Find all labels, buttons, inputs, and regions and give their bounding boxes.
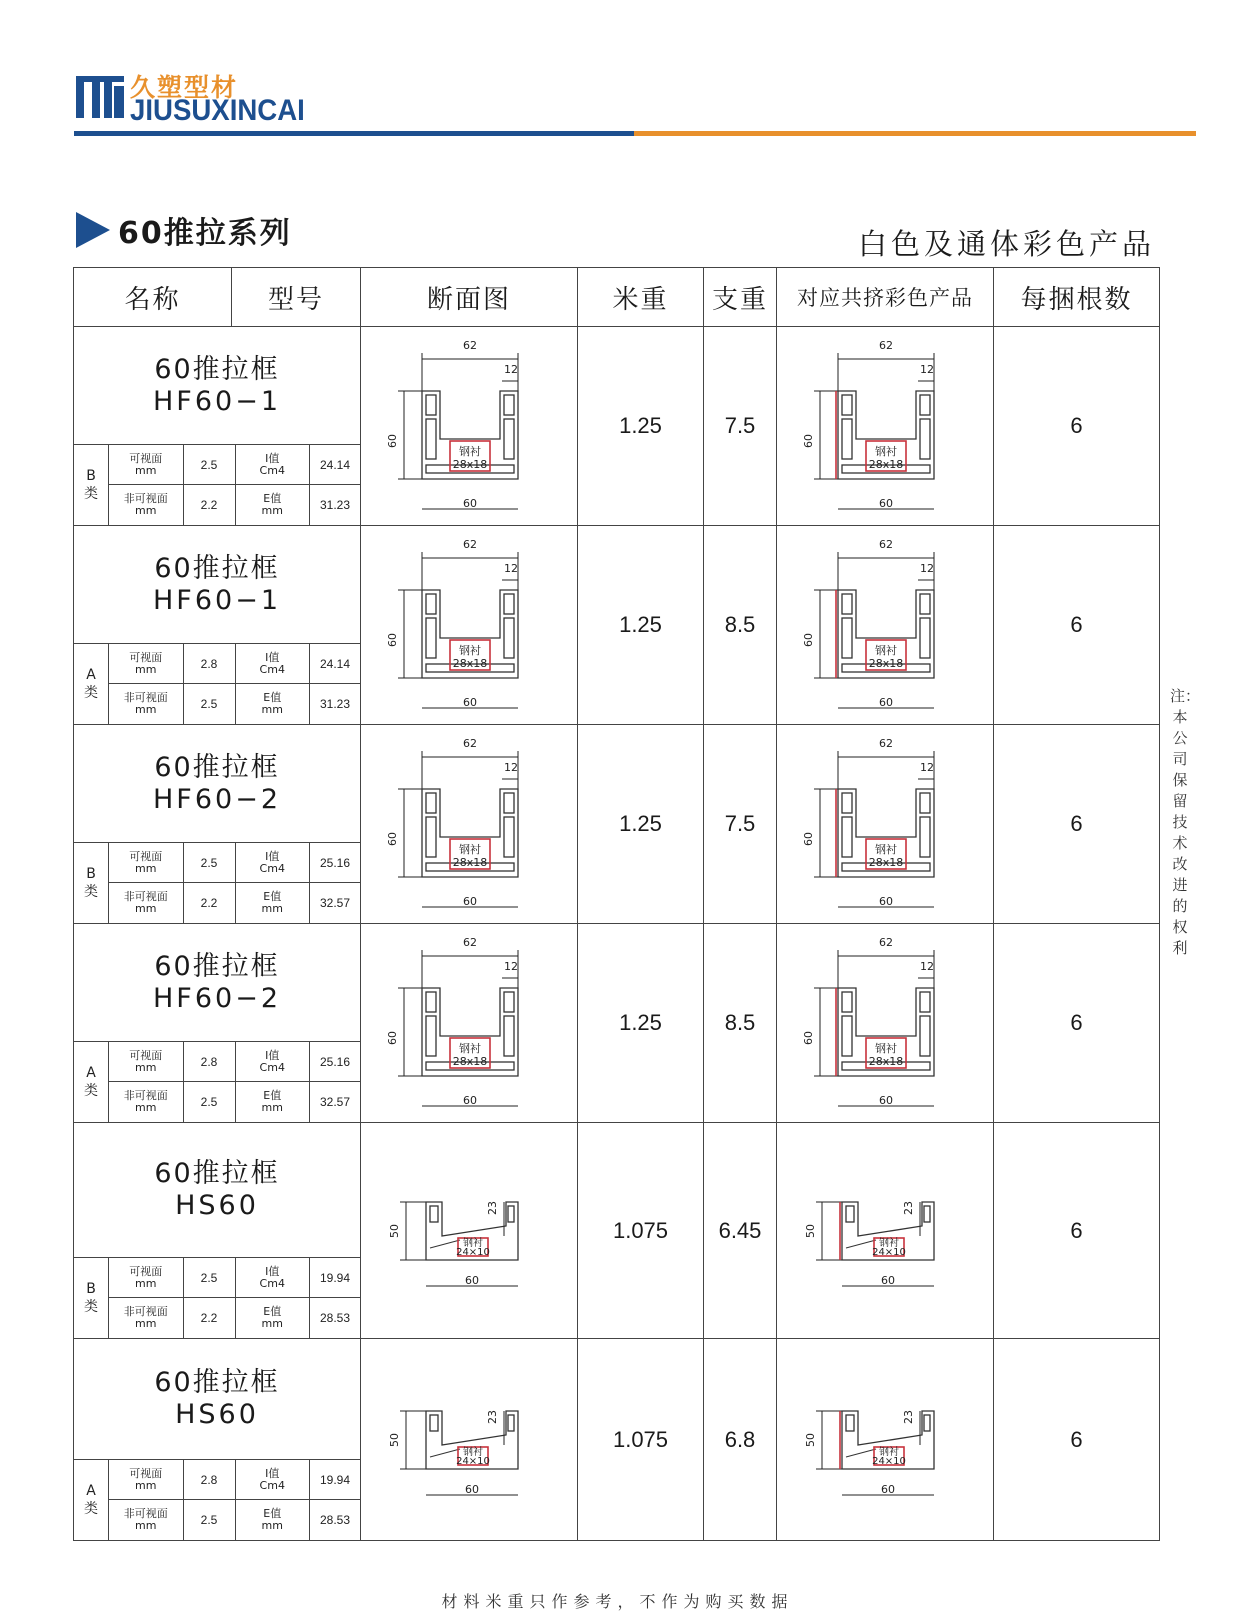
- e-value: 32.57: [319, 896, 351, 910]
- side-note: 注：本公司保留技术改进的权利: [1170, 687, 1201, 957]
- product-model: HF60−1: [153, 385, 281, 417]
- coextruded-profile-drawing: [800, 928, 970, 1118]
- section-drawing-cell: [361, 526, 578, 725]
- nonvisible-face-label: 非可视面 mm: [109, 1298, 184, 1338]
- coextruded-drawing-cell: [777, 1123, 994, 1339]
- class-badge: [74, 1258, 109, 1338]
- visible-face-value: 2.5: [184, 843, 236, 883]
- visible-face-label: 可视面 mm: [109, 1460, 184, 1500]
- i-value-label: I值 Cm4: [236, 445, 311, 485]
- dim-height: 50: [388, 1432, 401, 1447]
- e-value: 32.57: [319, 1095, 351, 1109]
- nonvisible-face-value: 2.2: [184, 485, 236, 525]
- profile-section-drawing: [384, 331, 554, 521]
- bundle-count: 6: [994, 526, 1160, 725]
- nonvisible-face-label: 非可视面 mm: [109, 1500, 184, 1540]
- steel-size: 28x18: [452, 657, 488, 670]
- col-header-name: 名称: [74, 268, 232, 327]
- dim-bottom-width: 60: [881, 1273, 895, 1287]
- class-badge: [74, 1460, 109, 1540]
- profile-section-drawing: [384, 928, 554, 1118]
- table-row: [74, 924, 1160, 1123]
- steel-label: 钢衬: [459, 843, 481, 856]
- dim-bottom-width: 60: [879, 1094, 893, 1107]
- class-badge: [74, 445, 109, 525]
- i-value-label: I值 Cm4: [236, 1042, 311, 1082]
- spec-block: [74, 1042, 360, 1122]
- dim-height: 60: [386, 434, 399, 448]
- meter-weight: 1.075: [578, 1339, 704, 1541]
- i-value: 19.94: [310, 1258, 360, 1298]
- col-header-piece-weight: 支重: [704, 268, 777, 327]
- dim-height: 60: [802, 832, 815, 846]
- class-badge: [74, 843, 109, 923]
- product-model: HS60: [175, 1399, 259, 1430]
- steel-label: 钢衬: [879, 1446, 899, 1458]
- dim-bottom-width: 60: [465, 1273, 479, 1287]
- table-row: [74, 526, 1160, 725]
- steel-label: 钢衬: [459, 445, 481, 458]
- steel-label: 钢衬: [459, 1042, 481, 1055]
- spec-block: [74, 445, 360, 525]
- product-model: HS60: [175, 1190, 259, 1221]
- i-value: 25.16: [310, 1042, 360, 1082]
- spec-grid: [109, 644, 360, 724]
- visible-face-value: 2.5: [184, 1258, 236, 1298]
- e-value: 28.53: [319, 1311, 351, 1325]
- col-header-model: 型号: [232, 268, 361, 327]
- steel-size: 24×10: [872, 1246, 906, 1258]
- class-letter: A: [86, 1065, 96, 1081]
- coextruded-drawing-cell: [777, 526, 994, 725]
- class-badge: [74, 644, 109, 724]
- col-header-bundle-count: 每捆根数: [994, 268, 1160, 327]
- dim-side: 12: [920, 562, 934, 575]
- product-name: 60推拉框: [154, 353, 280, 385]
- steel-size: 28x18: [868, 458, 904, 471]
- name-model-cell: [74, 1123, 361, 1339]
- nonvisible-face-label: 非可视面 mm: [109, 485, 184, 525]
- nonvisible-face-value: 2.2: [184, 1298, 236, 1338]
- class-word: 类: [84, 685, 98, 701]
- i-value-label: I值 Cm4: [236, 843, 311, 883]
- e-value: 31.23: [319, 498, 351, 512]
- product-model: HF60−1: [153, 584, 281, 616]
- section-title: 60推拉系列: [118, 216, 292, 251]
- spec-grid: [109, 1258, 360, 1338]
- bundle-count: 6: [994, 725, 1160, 924]
- visible-face-label: 可视面 mm: [109, 1042, 184, 1082]
- dim-height: 60: [386, 633, 399, 647]
- header-rule-orange: [634, 131, 1196, 136]
- visible-face-value: 2.8: [184, 644, 236, 684]
- i-value: 25.16: [310, 843, 360, 883]
- name-model-cell: [74, 924, 361, 1123]
- dim-height: 50: [804, 1432, 817, 1447]
- class-word: 类: [84, 486, 98, 502]
- coextruded-drawing-cell: [777, 924, 994, 1123]
- table-row: [74, 327, 1160, 526]
- i-value: 24.14: [310, 644, 360, 684]
- profile-section-drawing: [384, 729, 554, 919]
- spec-block: [74, 1460, 360, 1540]
- dim-bottom-width: 60: [879, 895, 893, 908]
- product-name: 60推拉框: [154, 552, 280, 584]
- e-value-label: E值 mm: [236, 684, 311, 724]
- dim-side: 12: [504, 761, 518, 774]
- steel-size: 28x18: [868, 1055, 904, 1068]
- dim-height: 60: [802, 1031, 815, 1045]
- col-header-section-drawing: 断面图: [361, 268, 578, 327]
- product-name: 60推拉框: [154, 751, 280, 783]
- dim-side: 23: [902, 1409, 915, 1424]
- nonvisible-face-value: 2.2: [184, 883, 236, 923]
- class-badge: [74, 1042, 109, 1122]
- steel-label: 钢衬: [459, 644, 481, 657]
- section-drawing-cell: [361, 327, 578, 526]
- dim-side: 23: [486, 1200, 499, 1215]
- visible-face-value: 2.5: [184, 445, 236, 485]
- steel-size: 28x18: [868, 856, 904, 869]
- steel-label: 钢衬: [875, 843, 897, 856]
- product-model: HF60−2: [153, 982, 281, 1014]
- dim-top-width: 62: [879, 936, 893, 949]
- spec-block: [74, 644, 360, 724]
- i-value-label: I值 Cm4: [236, 1258, 311, 1298]
- dim-height: 60: [386, 832, 399, 846]
- coextruded-drawing-cell: [777, 725, 994, 924]
- dim-side: 12: [920, 761, 934, 774]
- steel-label: 钢衬: [463, 1446, 483, 1458]
- nonvisible-face-value: 2.5: [184, 1500, 236, 1540]
- brand-name-en: JIUSUXINCAI: [130, 94, 305, 127]
- coextruded-profile-drawing: [800, 1136, 970, 1326]
- name-model-cell: [74, 526, 361, 725]
- dim-bottom-width: 60: [463, 1094, 477, 1107]
- steel-label: 钢衬: [463, 1237, 483, 1249]
- class-word: 类: [84, 884, 98, 900]
- class-letter: A: [86, 667, 96, 683]
- bundle-count: 6: [994, 1339, 1160, 1541]
- i-value-label: I值 Cm4: [236, 1460, 311, 1500]
- steel-label: 钢衬: [875, 1042, 897, 1055]
- e-value-label: E值 mm: [236, 1298, 311, 1338]
- class-letter: B: [86, 468, 96, 484]
- coextruded-profile-drawing: [800, 1345, 970, 1535]
- class-word: 类: [84, 1501, 98, 1517]
- spec-block: [74, 843, 360, 923]
- piece-weight: 8.5: [704, 924, 777, 1123]
- visible-face-value: 2.8: [184, 1460, 236, 1500]
- brand-mark-icon: [74, 70, 126, 122]
- nonvisible-face-label: 非可视面 mm: [109, 1082, 184, 1122]
- dim-top-width: 62: [463, 737, 477, 750]
- dim-top-width: 62: [463, 538, 477, 551]
- name-model-cell: [74, 1339, 361, 1541]
- steel-label: 钢衬: [879, 1237, 899, 1249]
- steel-size: 24×10: [872, 1455, 906, 1467]
- coextruded-profile-drawing: [800, 331, 970, 521]
- col-header-meter-weight: 米重: [578, 268, 704, 327]
- meter-weight: 1.25: [578, 526, 704, 725]
- e-value: 28.53: [319, 1513, 351, 1527]
- table-row: [74, 1339, 1160, 1541]
- nonvisible-face-value: 2.5: [184, 1082, 236, 1122]
- steel-label: 钢衬: [875, 644, 897, 657]
- e-value-label: E值 mm: [236, 1082, 311, 1122]
- dim-bottom-width: 60: [463, 497, 477, 510]
- bundle-count: 6: [994, 327, 1160, 526]
- steel-size: 24×10: [456, 1246, 490, 1258]
- e-value-label: E值 mm: [236, 883, 311, 923]
- coextruded-profile-drawing: [800, 530, 970, 720]
- visible-face-label: 可视面 mm: [109, 445, 184, 485]
- visible-face-label: 可视面 mm: [109, 1258, 184, 1298]
- i-value: 19.94: [310, 1460, 360, 1500]
- piece-weight: 7.5: [704, 327, 777, 526]
- piece-weight: 8.5: [704, 526, 777, 725]
- profile-section-drawing: [384, 530, 554, 720]
- steel-size: 28x18: [452, 1055, 488, 1068]
- dim-top-width: 62: [463, 339, 477, 352]
- piece-weight: 6.8: [704, 1339, 777, 1541]
- profile-section-drawing: [384, 1345, 554, 1535]
- dim-bottom-width: 60: [463, 696, 477, 709]
- coextruded-drawing-cell: [777, 1339, 994, 1541]
- dim-height: 50: [804, 1223, 817, 1238]
- e-value-label: E值 mm: [236, 485, 311, 525]
- dim-bottom-width: 60: [463, 895, 477, 908]
- spec-grid: [109, 843, 360, 923]
- section-drawing-cell: [361, 1339, 578, 1541]
- dim-height: 60: [802, 434, 815, 448]
- spec-grid: [109, 445, 360, 525]
- section-subtitle: 白色及通体彩色产品: [857, 227, 1155, 261]
- steel-size: 24×10: [456, 1455, 490, 1467]
- triangle-arrow-icon: [76, 212, 110, 248]
- e-value-label: E值 mm: [236, 1500, 311, 1540]
- i-value-label: I值 Cm4: [236, 644, 311, 684]
- section-drawing-cell: [361, 725, 578, 924]
- dim-bottom-width: 60: [879, 696, 893, 709]
- class-word: 类: [84, 1299, 98, 1315]
- dim-side: 23: [902, 1200, 915, 1215]
- section-heading: [76, 212, 292, 251]
- piece-weight: 6.45: [704, 1123, 777, 1339]
- nonvisible-face-label: 非可视面 mm: [109, 883, 184, 923]
- section-drawing-cell: [361, 1123, 578, 1339]
- steel-size: 28x18: [452, 856, 488, 869]
- meter-weight: 1.25: [578, 725, 704, 924]
- visible-face-value: 2.8: [184, 1042, 236, 1082]
- dim-height: 50: [388, 1223, 401, 1238]
- dim-side: 12: [920, 363, 934, 376]
- product-name: 60推拉框: [154, 950, 280, 982]
- meter-weight: 1.25: [578, 327, 704, 526]
- spec-grid: [109, 1460, 360, 1540]
- header-rule-blue: [74, 131, 634, 136]
- table-row: [74, 725, 1160, 924]
- coextruded-drawing-cell: [777, 327, 994, 526]
- dim-top-width: 62: [879, 737, 893, 750]
- dim-height: 60: [802, 633, 815, 647]
- col-header-coextruded-color: 对应共挤彩色产品: [777, 268, 994, 327]
- nonvisible-face-value: 2.5: [184, 684, 236, 724]
- meter-weight: 1.075: [578, 1123, 704, 1339]
- i-value: 24.14: [310, 445, 360, 485]
- bundle-count: 6: [994, 924, 1160, 1123]
- dim-bottom-width: 60: [881, 1482, 895, 1496]
- dim-top-width: 62: [463, 936, 477, 949]
- dim-side: 12: [504, 562, 518, 575]
- product-table: [73, 267, 1160, 1541]
- e-value: 31.23: [319, 697, 351, 711]
- dim-top-width: 62: [879, 339, 893, 352]
- class-letter: A: [86, 1483, 96, 1499]
- section-drawing-cell: [361, 924, 578, 1123]
- visible-face-label: 可视面 mm: [109, 843, 184, 883]
- steel-label: 钢衬: [875, 445, 897, 458]
- bundle-count: 6: [994, 1123, 1160, 1339]
- footer-note: 材料米重只作参考，不作为购买数据: [441, 1592, 794, 1611]
- product-model: HF60−2: [153, 783, 281, 815]
- piece-weight: 7.5: [704, 725, 777, 924]
- visible-face-label: 可视面 mm: [109, 644, 184, 684]
- coextruded-profile-drawing: [800, 729, 970, 919]
- dim-side: 23: [486, 1409, 499, 1424]
- spec-grid: [109, 1042, 360, 1122]
- meter-weight: 1.25: [578, 924, 704, 1123]
- class-letter: B: [86, 1281, 96, 1297]
- name-model-cell: [74, 725, 361, 924]
- class-word: 类: [84, 1083, 98, 1099]
- steel-size: 28x18: [868, 657, 904, 670]
- dim-side: 12: [504, 960, 518, 973]
- product-name: 60推拉框: [154, 1158, 280, 1189]
- table-header-row: [74, 268, 1160, 327]
- dim-top-width: 62: [879, 538, 893, 551]
- dim-bottom-width: 60: [465, 1482, 479, 1496]
- nonvisible-face-label: 非可视面 mm: [109, 684, 184, 724]
- dim-side: 12: [504, 363, 518, 376]
- profile-section-drawing: [384, 1136, 554, 1326]
- dim-bottom-width: 60: [879, 497, 893, 510]
- brand-logo: [74, 70, 334, 128]
- product-name: 60推拉框: [154, 1367, 280, 1398]
- table-row: [74, 1123, 1160, 1339]
- name-model-cell: [74, 327, 361, 526]
- dim-height: 60: [386, 1031, 399, 1045]
- spec-block: [74, 1258, 360, 1338]
- brand-name-cn: 久塑型材: [130, 73, 239, 102]
- class-letter: B: [86, 866, 96, 882]
- dim-side: 12: [920, 960, 934, 973]
- steel-size: 28x18: [452, 458, 488, 471]
